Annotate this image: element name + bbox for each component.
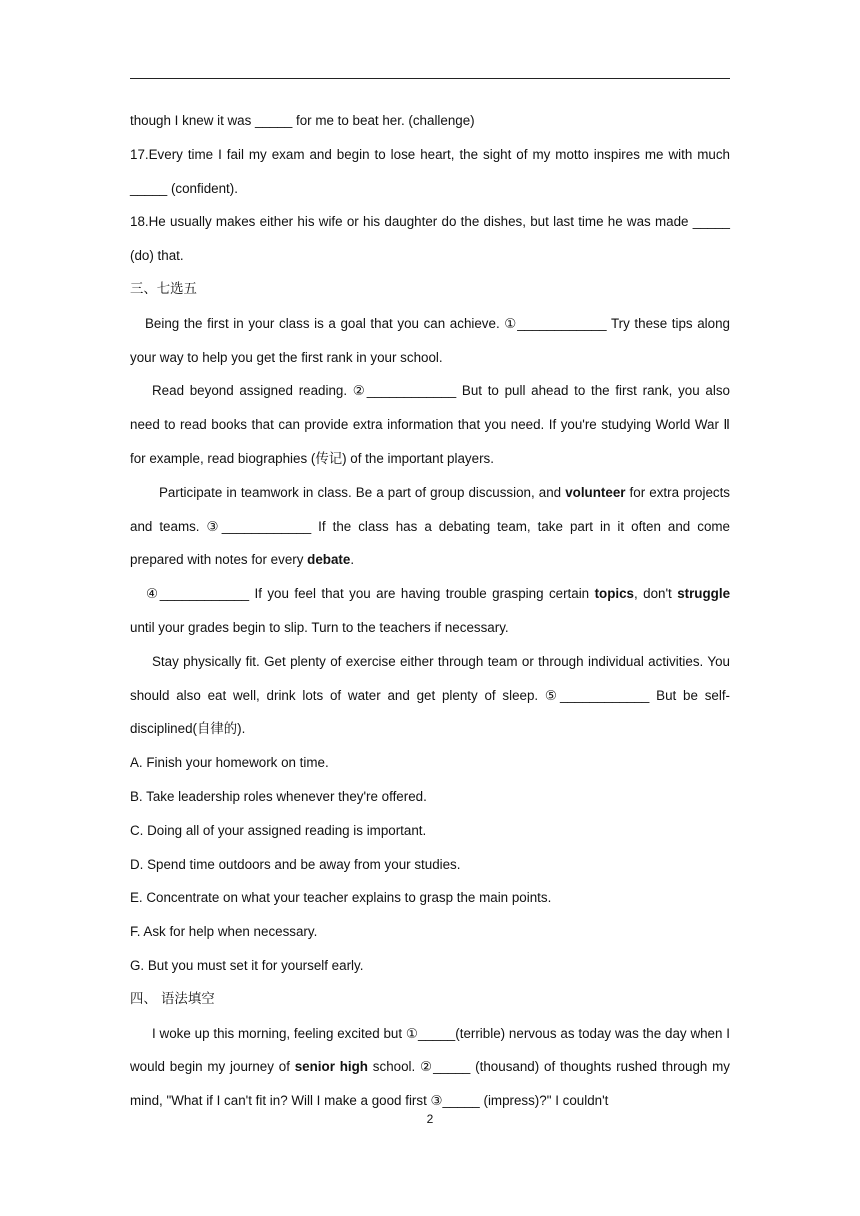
option-f: F. Ask for help when necessary.	[130, 924, 318, 940]
bold-word: debate	[307, 552, 351, 568]
question-16-continuation: though I knew it was _____ for me to beat her. (challenge)	[130, 113, 475, 128]
option-c: C. Doing all of your assigned reading is important.	[130, 822, 427, 838]
passage-text: for extra projects and teams. ③____________ If the class has a debating team, take part in it often and come prepared with notes for every	[130, 484, 730, 568]
option-g: G. But you must set it for yourself early.	[130, 957, 364, 973]
grammar-text: I woke up this morning, feeling excited but ①_____(terrible) nervous as today was the day when I would begin my journey of	[130, 1025, 730, 1075]
passage-paragraph-3	[130, 476, 730, 577]
header-rule	[130, 78, 730, 79]
bold-word: topics	[594, 586, 634, 602]
option-b: B. Take leadership roles whenever they're offered.	[130, 788, 427, 804]
page-number: 2	[426, 1112, 434, 1126]
section-4-title: 四、 语法填空	[130, 991, 215, 1007]
passage-paragraph-4	[130, 577, 730, 645]
option-d: D. Spend time outdoors and be away from your studies.	[130, 856, 461, 872]
option-e: E. Concentrate on what your teacher explains to grasp the main points.	[130, 890, 552, 906]
passage-text: until your grades begin to slip. Turn to the teachers if necessary.	[130, 619, 509, 635]
section-3-title: 三、七选五	[130, 281, 197, 297]
question-17: 17.Every time I fail my exam and begin to lose heart, the sight of my motto inspires me with much _____ (confident).	[130, 146, 730, 196]
grammar-paragraph	[130, 1017, 730, 1118]
question-18: 18.He usually makes either his wife or his daughter do the dishes, but last time he was made _____ (do) that.	[130, 214, 730, 264]
page-content	[130, 104, 730, 1118]
passage-paragraph-2: Read beyond assigned reading. ②____________ But to pull ahead to the first rank, you also need to read books that can provide extra information that you need. If you're studying World War Ⅱ for example, read biographies (传记) of the important players.	[130, 383, 730, 466]
passage-text: .	[350, 552, 355, 568]
bold-word: volunteer	[565, 484, 626, 500]
bold-word: struggle	[677, 586, 731, 602]
passage-text: Participate in teamwork in class. Be a part of group discussion, and	[159, 484, 566, 500]
grammar-text: school. ②_____ (thousand) of thoughts rushed through my mind, "What if I can't fit in? Will I make a good first ③_____ (impress)?" I couldn't	[130, 1059, 730, 1109]
passage-paragraph-5: Stay physically fit. Get plenty of exercise either through team or through individual activities. You should also eat well, drink lots of water and get plenty of sleep. ⑤____________ But be self-disciplined(自律的).	[130, 653, 730, 737]
passage-paragraph-1: Being the first in your class is a goal that you can achieve. ①____________ Try these tips along your way to help you get the first rank in your school.	[130, 315, 730, 365]
passage-text: , don't	[634, 586, 678, 602]
option-a: A. Finish your homework on time.	[130, 755, 329, 771]
passage-text: ④____________ If you feel that you are having trouble grasping certain	[146, 586, 595, 602]
bold-word: senior high	[294, 1059, 368, 1075]
